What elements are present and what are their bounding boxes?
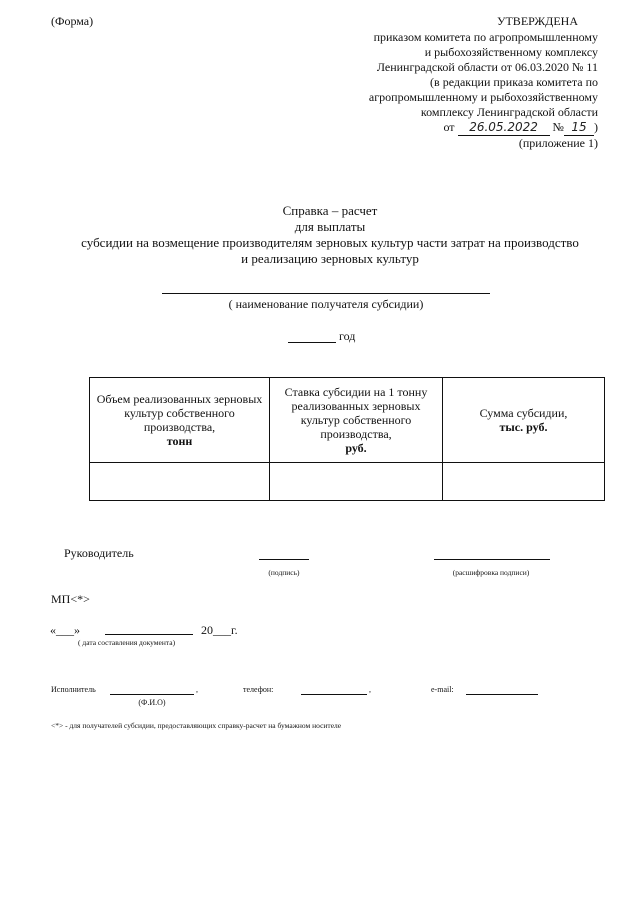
approval-line: Ленинградской области от 06.03.2020 № 11 (376, 60, 598, 74)
signature-line[interactable] (259, 559, 309, 560)
year-line[interactable] (288, 342, 336, 343)
email-line[interactable] (466, 694, 538, 695)
header-text: Объем реализованных зерновых культур собственного производства, (96, 392, 263, 434)
approval-title: УТВЕРЖДЕНА (496, 14, 578, 28)
date-month-line[interactable] (105, 634, 193, 635)
table-header-sum (443, 378, 605, 463)
executor-comma: , (196, 685, 198, 694)
date-suffix: ) (594, 120, 598, 134)
signature-decode-caption: (расшифровка подписи) (452, 568, 530, 577)
executor-label: Исполнитель (51, 685, 96, 694)
heading-line-4: и реализацию зерновых культур (241, 251, 419, 266)
executor-name-caption: (Ф.И.О) (138, 698, 166, 707)
header-unit: тыс. руб. (499, 420, 548, 434)
heading-line-2: для выплаты (294, 219, 366, 234)
recipient-name-line[interactable] (162, 293, 490, 294)
date-year: 20___г. (201, 623, 238, 637)
header-unit: тонн (166, 434, 193, 448)
table-row (90, 463, 605, 501)
approval-line: агропромышленному и рыбохозяйственному (368, 90, 598, 104)
date-caption: ( дата составления документа) (78, 638, 176, 647)
handwritten-number: 15 (564, 120, 594, 136)
approval-block (238, 30, 598, 151)
approval-line: (в редакции приказа комитета по (430, 75, 598, 89)
table-cell-volume[interactable] (90, 463, 270, 501)
phone-label: телефон: (243, 685, 274, 694)
stamp-label: МП<*> (51, 592, 90, 606)
footnote: <*> - для получателей субсидии, предоставляющих справку-расчет на бумажном носителе (51, 721, 342, 730)
table-header-rate (270, 378, 443, 463)
phone-comma: , (369, 685, 371, 694)
form-label: (Форма) (51, 14, 94, 28)
appendix-label: (приложение 1) (518, 136, 598, 150)
number-prefix: № (552, 120, 564, 134)
signature-decode-line[interactable] (434, 559, 550, 560)
header-text: Ставка субсидии на 1 тонну реализованных зерновых культур собственного производства, (284, 385, 428, 441)
date-day: «___» (50, 623, 80, 637)
approval-line: приказом комитета по агропромышленному (373, 30, 598, 44)
heading-line-3: субсидии на возмещение производителям зерновых культур части затрат на производство (81, 235, 579, 250)
head-label: Руководитель (64, 546, 134, 560)
table-cell-rate[interactable] (270, 463, 443, 501)
header-text: Сумма субсидии, (479, 406, 568, 420)
phone-line[interactable] (301, 694, 367, 695)
table-header-volume (90, 378, 270, 463)
table-cell-sum[interactable] (443, 463, 605, 501)
recipient-caption: ( наименование получателя субсидии) (228, 297, 424, 311)
date-prefix: от (443, 120, 455, 134)
document-heading (30, 203, 630, 267)
email-label: e-mail: (431, 685, 454, 694)
year-label: год (339, 329, 356, 343)
calculation-table (89, 377, 605, 501)
heading-line-1: Справка – расчет (282, 203, 378, 218)
header-unit: руб. (345, 441, 367, 455)
handwritten-date: 26.05.2022 (458, 120, 550, 136)
signature-caption: (подпись) (268, 568, 300, 577)
approval-line: и рыбохозяйственному комплексу (424, 45, 598, 59)
executor-name-line[interactable] (110, 694, 194, 695)
table-header-row (90, 378, 605, 463)
approval-date-line (238, 120, 598, 136)
approval-line: комплексу Ленинградской области (420, 105, 598, 119)
